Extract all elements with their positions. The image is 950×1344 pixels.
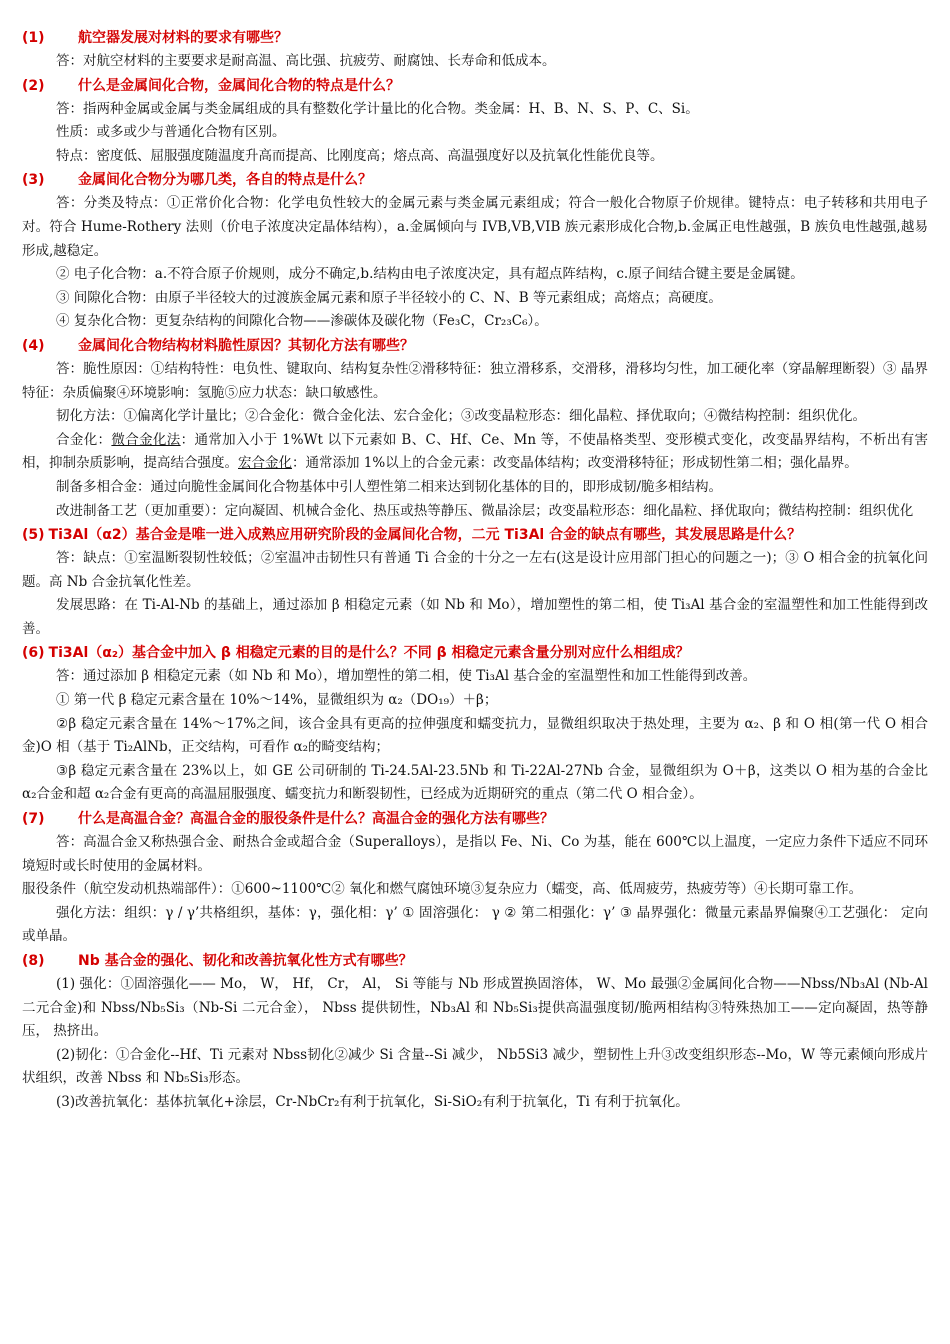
question-2-title: 什么是金属间化合物，金属间化合物的特点是什么？ [78,77,400,94]
answer-6-para-3: ②β 稳定元素含量在 14%～17%之间，该合金具有更高的拉伸强度和蠕变抗力，显微组织取决于热处理，主要为 α₂、β 和 O 相(第一代 O 相合金)O 相（基于 Ti₂AlNb，正交结构，可看作 α₂的畸变结构； [22,715,928,756]
answer-1-para-1: 答：对航空材料的主要要求是耐高温、高比强、抗疲劳、耐腐蚀、长寿命和低成本。 [56,53,556,69]
answer-3-para-2: ② 电子化合物：a.不符合原子价规则，成分不确定,b.结构由电子浓度决定，具有超点阵结构，c.原子间结合键主要是金属键。 [56,266,804,283]
answer-7-service-conditions: 服役条件（航空发动机热端部件）：①600~1100℃② 氧化和燃气腐蚀环境③复杂应力（蠕变，高、低周疲劳，热疲劳等）④长期可靠工作。 [22,881,863,898]
answer-2-para-3: 特点：密度低、屈服强度随温度升高而提高、比刚度高；熔点高、高温强度好以及抗氧化性能优良等。 [56,147,664,164]
answer-4-alloying-para: 合金化：微合金化法：通常加入小于 1%Wt 以下元素如 B、C、Hf、Ce、Mn 等，不使晶格类型、变形模式变化，改变晶界结构，不析出有害相，抑制杂质影响，提高结合强度。宏合金化：通常添加 1%以上的合金元素：改变晶体结构；改变滑移特征；形成韧性第二相；强化晶界。 [22,431,928,472]
question-6-heading: (6) Ti3Al（α₂）基合金中加入 β 相稳定元素的目的是什么？不同 β 相稳定元素含量分别对应什么相组成？ [22,645,690,662]
question-6-title: Ti3Al（α₂）基合金中加入 β 相稳定元素的目的是什么？不同 β 相稳定元素含量分别对应什么相组成？ [48,645,690,662]
question-7-title: 什么是高温合金？高温合金的服役条件是什么？高温合金的强化方法有哪些？ [78,811,554,828]
answer-4-para-3: 制备多相合金：通过向脆性金属间化合物基体中引人塑性第二相来达到韧化基体的目的，即形成韧/脆多相结构。 [56,478,723,495]
answer-8-para-1: (1) 强化：①固溶强化—— Mo， W， Hf， Cr， Al， Si 等能与 Nb 形成置换固溶体， W、Mo 最强②金属间化合物——Nbss/Nb₃Al (Nb-Al 二元合金)和 Nbss/Nb₅Si₃（Nb-Si 二元合金）， Nbss 提供韧性，Nb₃Al 和 Nb₅Si₃提供高温强度韧/脆两相结构③特殊热加工——定向凝固，热等静压， 热挤出。 [22,976,928,1040]
answer-5-para-2: 发展思路：在 Ti-Al-Nb 的基础上，通过添加 β 相稳定元素（如 Nb 和 Mo），增加塑性的第二相，使 Ti₃Al 基合金的室温塑性和加工性能得到改善。 [22,597,928,637]
question-2-heading: (2) 什么是金属间化合物，金属间化合物的特点是什么？ [22,77,400,94]
answer-2-para-2: 性质：或多或少与普通化合物有区别。 [56,124,286,141]
question-1-heading: (1) 航空器发展对材料的要求有哪些？ [22,30,288,46]
answer-8-para-3: (3)改善抗氧化：基体抗氧化+涂层，Cr-NbCr₂有利于抗氧化，Si-SiO₂有利于抗氧化，Ti 有利于抗氧化。 [56,1093,689,1110]
question-5-title: Ti3Al（α2）基合金是唯一进入成熟应用研究阶段的金属间化合物，二元 Ti3Al 合金的缺点有哪些，其发展思路是什么？ [48,527,802,544]
answer-7-para-1: 答：高温合金又称热强合金、耐热合金或超合金（Superalloys），是指以 Fe、Ni、Co 为基，能在 600℃以上温度，一定应力条件下适应不同环境短时或长时使用的金属材料。 [22,834,928,874]
answer-2-para-1: 答：指两种金属或金属与类金属组成的具有整数化学计量比的化合物。类金属：H、B、N、S、P、C、Si。 [56,100,699,117]
answer-8-para-2: (2)韧化：①合金化--Hf、Ti 元素对 Nbss韧化②减少 Si 含量--Si 减少， Nb5Si3 减少，塑韧性上升③改变组织形态--Mo，W 等元素倾向形成片状组织，改善 Nbss 和 Nb₅Si₃形态。 [22,1046,928,1087]
micro-alloying-term: 微合金化法 [111,431,181,448]
question-4-title: 金属间化合物结构材料脆性原因？其韧化方法有哪些？ [78,337,414,354]
question-3-title: 金属间化合物分为哪几类，各自的特点是什么？ [78,172,372,189]
question-1-title: 航空器发展对材料的要求有哪些？ [78,30,288,46]
answer-6-para-1: 答：通过添加 β 相稳定元素（如 Nb 和 Mo），增加塑性的第二相，使 Ti₃Al 基合金的室温塑性和加工性能得到改善。 [56,668,757,685]
question-3-heading: (3) 金属间化合物分为哪几类，各自的特点是什么？ [22,172,372,189]
question-5-heading: (5) Ti3Al（α2）基合金是唯一进入成熟应用研究阶段的金属间化合物，二元 Ti3Al 合金的缺点有哪些，其发展思路是什么？ [22,527,802,544]
question-8-heading: (8) Nb 基合金的强化、韧化和改善抗氧化性方式有哪些？ [22,953,413,969]
answer-3-para-3: ③ 间隙化合物：由原子半径较大的过渡族金属元素和原子半径较小的 C、N、B 等元素组成；高熔点；高硬度。 [56,289,722,306]
answer-4-para-2: 韧化方法：①偏离化学计量比；②合金化：微合金化法、宏合金化；③改变晶粒形态：细化晶粒、择优取向；④微结构控制：组织优化。 [56,408,866,425]
answer-5-para-1: 答：缺点：①室温断裂韧性较低；②室温冲击韧性只有普通 Ti 合金的十分之一左右(这是设计应用部门担心的问题之一)；③ O 相合金的抗氧化问题。高 Nb 合金抗氧化性差。 [22,550,928,590]
answer-7-para-2: 强化方法：组织：γ / γ’共格组织，基体：γ，强化相：γ’ ① 固溶强化： γ ② 第二相强化：γ’ ③ 晶界强化：微量元素晶界偏聚④工艺强化： 定向或单晶。 [22,904,928,945]
question-7-heading: (7) 什么是高温合金？高温合金的服役条件是什么？高温合金的强化方法有哪些？ [22,811,554,828]
answer-3-para-1: 答：分类及特点：①正常价化合物：化学电负性较大的金属元素与类金属元素组成；符合一般化合物原子价规律。键特点：电子转移和共用电子对。符合 Hume-Rothery 法则（价电子浓度决定晶体结构），a.金属倾向与 IVB,VB,VIB 族元素形成化合物,b.金属正电性越强，B 族负电性越强,越易形成,越稳定。 [22,195,928,259]
answer-3-para-4: ④ 复杂化合物：更复杂结构的间隙化合物——渗碳体及碳化物（Fe₃C，Cr₂₃C₆）。 [56,313,548,330]
question-8-title: Nb 基合金的强化、韧化和改善抗氧化性方式有哪些？ [78,953,413,969]
answer-4-para-1: 答：脆性原因：①结构特性：电负性、键取向、结构复杂性②滑移特征：独立滑移系，交滑移，滑移均匀性，加工硬化率（穿晶解理断裂）③ 晶界特征：杂质偏聚④环境影响：氢脆⑤应力状态：缺口敏感性。 [22,360,928,401]
question-4-heading: (4) 金属间化合物结构材料脆性原因？其韧化方法有哪些？ [22,337,414,354]
answer-4-para-4: 改进制备工艺（更加重要）：定向凝固、机械合金化、热压或热等静压、微晶涂层；改变晶粒形态：细化晶粒、择优取向；微结构控制：组织优化 [56,502,914,519]
macro-alloying-term: 宏合金化 [238,455,292,472]
answer-6-para-2: ① 第一代 β 稳定元素含量在 10%～14%，显微组织为 α₂（DO₁₉）＋β； [56,692,498,709]
answer-6-para-4: ③β 稳定元素含量在 23%以上，如 GE 公司研制的 Ti-24.5Al-23.5Nb 和 Ti-22Al-27Nb 合金，显微组织为 O＋β，这类以 O 相为基的合金比 α₂合金和超 α₂合金有更高的高温屈服强度、蠕变抗力和断裂韧性，已经成为近期研究的重点（第二代 O 相合金）。 [22,762,928,803]
